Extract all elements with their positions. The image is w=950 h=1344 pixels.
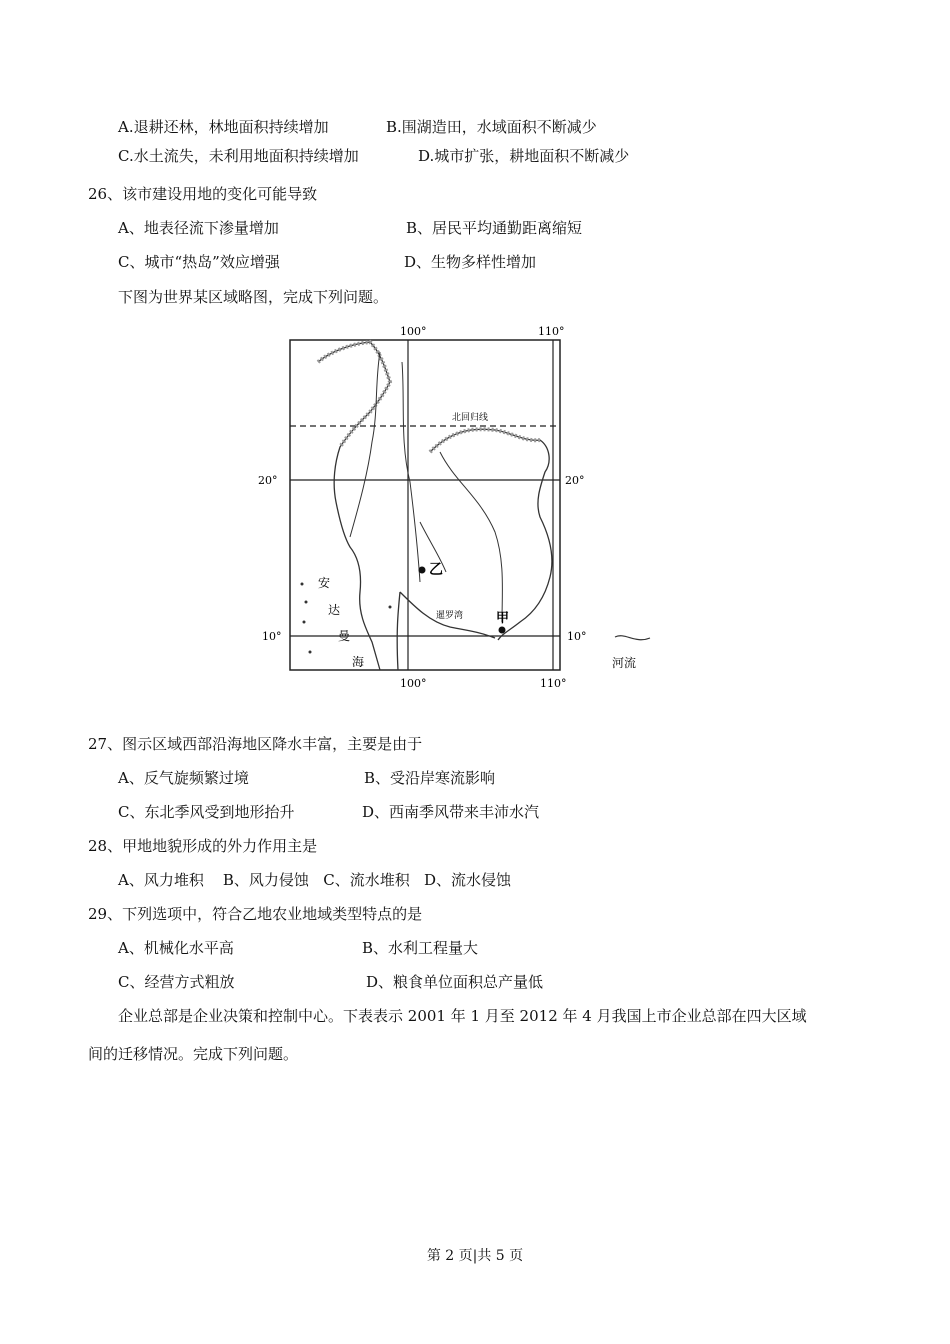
island <box>305 601 308 604</box>
island <box>301 583 304 586</box>
lat-20-left: 20° <box>258 474 278 487</box>
q29-stem: 29、下列选项中，符合乙地农业地域类型特点的是 <box>88 905 423 923</box>
q29-option-c: C、经营方式粗放 <box>118 973 235 991</box>
q26-option-c: C、城市“热岛”效应增强 <box>118 253 280 271</box>
river-1 <box>350 352 380 537</box>
lon-top-right: 110° <box>538 325 565 338</box>
sea-label-1: 安 <box>318 576 331 590</box>
sea-label-3: 曼 <box>338 629 351 643</box>
lat-20-right: 20° <box>565 474 585 487</box>
q29-option-a: A、机械化水平高 <box>118 939 234 957</box>
q27-stem: 27、图示区域西部沿海地区降水丰富，主要是由于 <box>88 735 423 753</box>
lon-bottom-right: 110° <box>540 677 567 690</box>
sea-label-4: 海 <box>352 655 365 669</box>
q25-option-b: B.围湖造田，水域面积不断减少 <box>386 118 597 136</box>
q27-option-b: B、受沿岸寒流影响 <box>364 769 496 787</box>
place-jia-marker <box>499 627 506 634</box>
peninsula <box>397 592 400 670</box>
coastline-east-shaded <box>430 429 540 452</box>
river-2 <box>402 362 420 582</box>
gulf-label: 暹罗湾 <box>436 611 464 621</box>
lat-10-right: 10° <box>567 630 587 643</box>
lon-top-left: 100° <box>400 325 427 338</box>
place-yi-label: 乙 <box>429 562 443 578</box>
coastline-west <box>318 342 390 670</box>
legend-label: 河流 <box>612 656 637 670</box>
q25-option-d: D.城市扩张，耕地面积不断减少 <box>418 147 630 165</box>
island <box>389 606 392 609</box>
q26-stem: 26、该市建设用地的变化可能导致 <box>88 185 318 203</box>
sea-label-2: 达 <box>328 603 341 617</box>
map-frame <box>290 340 560 670</box>
q25-option-c: C.水土流失，未利用地面积持续增加 <box>118 147 359 165</box>
page-footer: 第 2 页|共 5 页 <box>426 1248 524 1264</box>
q25-option-a: A.退耕还林，林地面积持续增加 <box>118 118 329 136</box>
coastline-east <box>430 429 552 640</box>
q28-stem: 28、甲地地貌形成的外力作用主是 <box>88 837 318 855</box>
q28-options: A、风力堆积 B、风力侵蚀 C、流水堆积 D、流水侵蚀 <box>118 871 512 889</box>
q27-option-c: C、东北季风受到地形抬升 <box>118 803 295 821</box>
lat-10-left: 10° <box>262 630 282 643</box>
q26-option-b: B、居民平均通勤距离缩短 <box>406 219 583 237</box>
table-intro-line-1: 企业总部是企业决策和控制中心。下表表示 2001 年 1 月至 2012 年 4 月我国上市企业总部在四大区域 <box>118 1007 807 1025</box>
q27-option-a: A、反气旋频繁过境 <box>118 769 249 787</box>
q29-option-b: B、水利工程量大 <box>362 939 479 957</box>
river-3 <box>440 452 502 622</box>
river-legend-icon <box>615 636 650 640</box>
table-intro-line-2: 间的迁移情况。完成下列问题。 <box>88 1045 299 1063</box>
map-intro: 下图为世界某区域略图，完成下列问题。 <box>118 288 389 306</box>
q27-option-d: D、西南季风带来丰沛水汽 <box>362 803 540 821</box>
island <box>303 621 306 624</box>
lon-bottom-left: 100° <box>400 677 427 690</box>
tropic-label: 北回归线 <box>452 413 489 423</box>
region-map <box>240 322 710 702</box>
q26-option-d: D、生物多样性增加 <box>404 253 537 271</box>
q26-option-a: A、地表径流下渗量增加 <box>118 219 279 237</box>
q29-option-d: D、粮食单位面积总产量低 <box>366 973 544 991</box>
place-yi-marker <box>419 567 426 574</box>
place-jia-label: 甲 <box>496 611 510 626</box>
island <box>309 651 312 654</box>
